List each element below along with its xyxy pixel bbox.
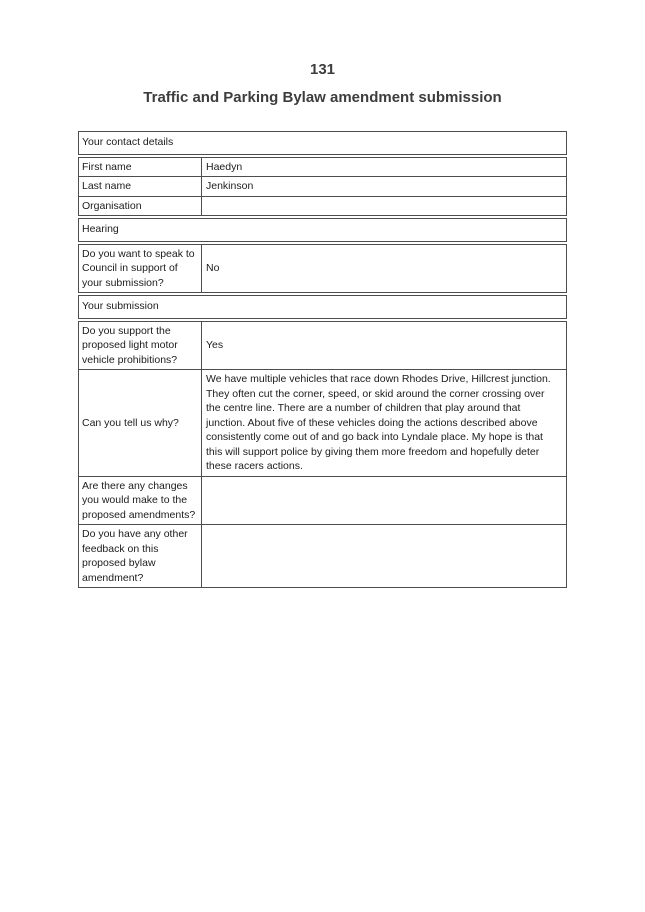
field-value: We have multiple vehicles that race down Rhodes Drive, Hillcrest junction. They often cut the corner, speed, or skid around the corner crossing over the centre line. There are a number of children that play around that junction. About five of these vehicles doing the actions described above consistently come out of and go back into Lyndale place. My hope is that this will support police by giving them more freedom and hopefully deter these racers actions. <box>206 373 551 472</box>
table-row-other-feedback <box>78 524 567 588</box>
field-label: Do you support the proposed light motor vehicle prohibitions? <box>79 322 202 370</box>
field-value <box>202 477 566 525</box>
section-header-label: Hearing <box>82 223 119 235</box>
table-row-organisation <box>78 196 567 217</box>
section-header-row-hearing <box>78 218 567 242</box>
field-label: Last name <box>79 177 202 196</box>
table-row-last-name <box>78 176 567 197</box>
section-header-row-your-submission <box>78 295 567 319</box>
table-row-speak-to-council <box>78 244 567 294</box>
table-row-support-prohibitions <box>78 321 567 371</box>
field-label: Are there any changes you would make to the proposed amendments? <box>79 477 202 525</box>
section-header-row-contact-details <box>78 131 567 155</box>
table-row-any-changes <box>78 476 567 526</box>
field-value: Yes <box>206 339 224 351</box>
field-value <box>202 525 566 587</box>
field-label: Do you want to speak to Council in support of your submission? <box>79 245 202 293</box>
table-row-tell-us-why <box>78 369 567 477</box>
field-label: First name <box>79 158 202 177</box>
field-label: Organisation <box>79 197 202 216</box>
field-label: Do you have any other feedback on this proposed bylaw amendment? <box>79 525 202 587</box>
document-title: Traffic and Parking Bylaw amendment submission <box>143 89 502 106</box>
field-label: Can you tell us why? <box>79 370 202 476</box>
field-value: No <box>206 262 220 274</box>
field-value <box>202 197 566 216</box>
section-header-label: Your contact details <box>82 136 174 148</box>
field-value: Jenkinson <box>206 180 254 192</box>
page-number: 131 <box>309 61 336 78</box>
submission-form-table <box>78 131 567 588</box>
section-header-label: Your submission <box>82 300 159 312</box>
table-row-first-name <box>78 157 567 178</box>
field-value: Haedyn <box>206 160 243 173</box>
